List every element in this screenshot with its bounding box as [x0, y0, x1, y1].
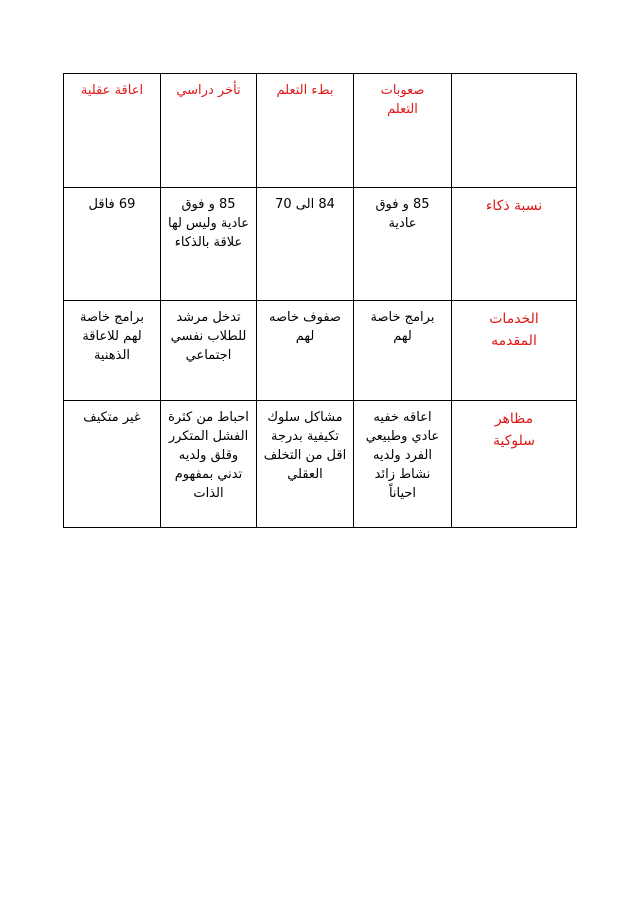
cell-iq-mental-disability — [64, 188, 161, 301]
cell-services-mental-disability — [64, 301, 161, 401]
cell-text: صفوف خاصه لهم — [269, 310, 341, 344]
row-label-text: مظاهر سلوكية — [493, 411, 535, 449]
cell-iq-slow-learning — [257, 188, 354, 301]
comparison-table — [63, 73, 577, 528]
header-slow-learning-text: بطء التعلم — [276, 83, 334, 98]
cell-behavior-learning-difficulties — [354, 401, 452, 528]
cell-text: برامج خاصة لهم — [370, 310, 435, 344]
table-row-services — [64, 301, 577, 401]
cell-services-academic-delay — [161, 301, 257, 401]
cell-text: 69 فاقل — [88, 197, 136, 212]
row-label-text: نسبة ذكاء — [485, 198, 543, 214]
cell-behavior-mental-disability — [64, 401, 161, 528]
header-row — [64, 74, 577, 188]
header-corner-cell — [452, 74, 577, 188]
cell-services-learning-difficulties — [354, 301, 452, 401]
cell-text: 84 الى 70 — [275, 197, 335, 212]
row-label-text: الخدمات المقدمه — [489, 311, 539, 349]
cell-iq-academic-delay — [161, 188, 257, 301]
header-academic-delay-text: تأخر دراسي — [176, 83, 241, 98]
cell-behavior-academic-delay — [161, 401, 257, 528]
header-learning-difficulties — [354, 74, 452, 188]
cell-text: تدخل مرشد للطلاب نفسي اجتماعي — [170, 310, 247, 363]
header-mental-disability-text: اعاقة عقلية — [80, 83, 144, 98]
cell-text: 85 و فوق عادية وليس لها علاقة بالذكاء — [167, 197, 249, 250]
row-label-services — [452, 301, 577, 401]
table-row-iq — [64, 188, 577, 301]
cell-text: مشاكل سلوك تكيفية بدرجة اقل من التخلف العقلي — [263, 410, 347, 482]
cell-text: غير متكيف — [83, 410, 141, 425]
cell-behavior-slow-learning — [257, 401, 354, 528]
cell-iq-learning-difficulties — [354, 188, 452, 301]
cell-text: احباط من كثرة الفشل المتكرر وقلق ولديه تدني بمفهوم الذات — [168, 410, 249, 501]
row-label-iq — [452, 188, 577, 301]
table-row-behavior — [64, 401, 577, 528]
cell-services-slow-learning — [257, 301, 354, 401]
header-learning-difficulties-text: صعوبات التعلم — [380, 83, 425, 117]
cell-text: 85 و فوق عادية — [375, 197, 430, 231]
header-slow-learning — [257, 74, 354, 188]
row-label-behavior — [452, 401, 577, 528]
header-mental-disability — [64, 74, 161, 188]
cell-text: برامج خاصة لهم للاعاقة الذهنية — [80, 310, 144, 363]
header-academic-delay — [161, 74, 257, 188]
cell-text: اعاقه خفيه عادي وطبيعي الفرد ولديه نشاط زائد احياناً — [365, 410, 440, 501]
